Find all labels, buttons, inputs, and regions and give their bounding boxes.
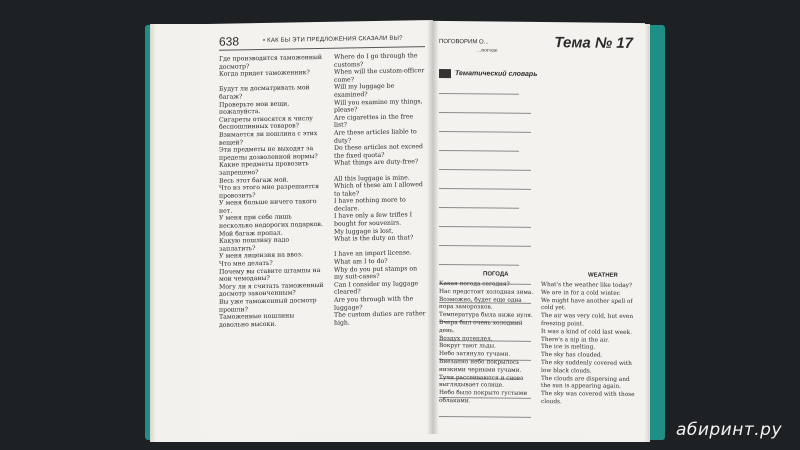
phrase-en: Are you through with the luggage? — [334, 295, 414, 312]
phrase-ru: Будут ли досматривать мой багаж? — [219, 84, 310, 101]
weather-phrase-en: The sky suddenly covered with low black clouds. — [541, 359, 632, 375]
phrase-ru: У меня лицензия на ввоз. — [219, 251, 303, 261]
weather-phrases-en — [541, 282, 641, 408]
phrase-en: The custom duties are rather high. — [334, 310, 426, 327]
book-gutter — [427, 20, 439, 434]
phrase-ru: Сигареты относятся к числу беспошлинных товаров? — [219, 114, 313, 132]
topic-title: Тема № 17 — [554, 34, 633, 52]
phrase-en: Are these articles liable to duty? — [334, 128, 417, 145]
phrase-ru: Могу ли я считать таможенный досмотр законченным? — [219, 281, 324, 299]
vocab-entry-line — [439, 112, 531, 114]
phrase-en: Which of these am I allowed to take? — [334, 181, 423, 198]
vocab-entry-line — [439, 131, 531, 133]
topic-subtitle: ...погоде — [477, 48, 498, 54]
weather-phrases-ru — [439, 281, 537, 407]
phrase-ru: У меня при себе лишь несколько недорогих подарков. — [219, 213, 323, 230]
phrase-en: Are cigarettes in the free list? — [334, 113, 414, 130]
phrase-ru: Таможенные пошлины довольно высоки. — [219, 312, 295, 329]
vocab-entry-line — [439, 416, 531, 418]
weather-phrase-ru: Небо затянуло тучами. — [439, 351, 511, 358]
right-page — [433, 21, 645, 433]
phrase-en: Where do I go through the customs? — [334, 52, 418, 69]
watermark-logo: абиринт.ру — [675, 420, 782, 440]
vocab-entry-line — [439, 169, 531, 171]
phrase-ru: Когда придет таможенник? — [219, 69, 310, 78]
phrase-en: When will the custom-officer come? — [334, 67, 425, 84]
weather-phrase-ru: Какая погода сегодня? — [439, 280, 510, 288]
phrase-ru: Какую пошлину надо заплатить? — [219, 236, 290, 253]
vocab-entry-line — [439, 264, 519, 266]
vocab-entry-line — [439, 93, 519, 95]
phrase-list — [219, 52, 427, 329]
phrase-en: Why do you put stamps on my suit-cases? — [334, 264, 418, 281]
left-page-header — [219, 32, 425, 51]
weather-phrase-ru: Небо было покрыто густыми облаками. — [439, 390, 528, 405]
phrase-en: All this luggage is mine. — [334, 173, 410, 183]
phrase-en: My luggage is lost. — [334, 227, 394, 236]
phrase-ru: Что мне делать? — [219, 259, 273, 268]
phrase-ru: Почему вы ставите штампы на мои чемоданы? — [219, 266, 321, 283]
vocab-entry-line — [439, 245, 531, 247]
vocab-heading — [439, 69, 537, 79]
running-head: • КАК БЫ ЭТИ ПРЕДЛОЖЕНИЯ СКАЗАЛИ ВЫ? — [263, 35, 403, 44]
weather-phrase-en: There's a nip in the air. — [541, 336, 610, 344]
weather-heading-ru: ПОГОДА — [483, 271, 509, 278]
weather-phrase-ru: Вчера был очень холодный день. — [439, 319, 523, 334]
left-page — [207, 20, 433, 434]
phrase-en: Can I consider my luggage cleared? — [334, 280, 419, 297]
weather-phrase-ru: Нас предстоит холодная зима. — [439, 288, 534, 296]
weather-phrase-ru: Тучи рассеиваются и снова выглядывает солнце. — [439, 374, 524, 389]
page-number: 638 — [219, 34, 240, 49]
book-icon — [439, 69, 451, 78]
phrase-en: I have nothing more to declare. — [334, 196, 406, 213]
phrase-ru: Проверьте мои вещи, пожалуйста. — [219, 100, 290, 116]
phrase-en: What things are duty-free? — [334, 158, 419, 168]
phrase-en: What is the duty on that? — [334, 234, 414, 244]
vocab-entry-line — [439, 188, 531, 190]
phrase-ru: Мой багаж пропал. — [219, 229, 283, 238]
vocab-entry-line — [439, 207, 519, 209]
vocab-entry-line — [439, 226, 531, 228]
weather-phrase-en: What's the weather like today? — [541, 282, 633, 289]
phrase-ru: Что из этого мне разрешается провозить? — [219, 183, 320, 200]
phrase-ru: Эти предметы не выходят за пределы дозволенной нормы? — [219, 145, 318, 162]
phrase-ru: Вы уже таможенный досмотр прошли? — [219, 297, 317, 314]
phrase-ru: Взимается ли пошлина с этих вещей? — [219, 129, 318, 147]
weather-phrase-en: It was a kind of cold last week. — [541, 328, 632, 336]
weather-phrase-ru: Вокруг тают льды. — [439, 343, 496, 350]
phrase-ru: Где производится таможенный досмотр? — [219, 53, 323, 71]
phrase-ru: У меня больше ничего такого нет. — [219, 198, 317, 215]
weather-heading-en: WEATHER — [588, 272, 618, 279]
phrase-en: I have only a few trifles I bought for souvenirs. — [334, 211, 413, 228]
right-page-header — [437, 31, 639, 67]
weather-phrase-en: The sky was covered with those clouds. — [541, 391, 635, 406]
phrase-row — [219, 310, 427, 329]
phrase-en: Do these articles not exceed the fixed quota? — [334, 143, 424, 160]
weather-phrase-en: We are in for a cold winter. — [541, 289, 621, 297]
phrase-ru: Какие предметы провозить запрещено? — [219, 160, 309, 177]
phrase-en: Will you examine my things, please? — [334, 97, 423, 114]
weather-phrase-en: The sky has clouded. — [541, 352, 603, 359]
weather-phrase-en: We might have another spell of cold yet. — [541, 297, 633, 312]
weather-phrase-en: The clouds are dispersing and the sun is appearing again. — [541, 375, 630, 391]
weather-phrase-ru: Внезапно небо покрылось низкими черными тучами. — [439, 358, 522, 374]
vocab-entry-line — [439, 150, 519, 152]
weather-phrase-ru: Воздух потеплел. — [439, 335, 493, 343]
weather-phrase-ru: Температура была ниже нуля. — [439, 312, 533, 320]
phrase-en: Will my luggage be examined? — [334, 83, 395, 99]
section-label: ПОГОВОРИМ О... — [439, 38, 489, 46]
phrase-ru: Весь этот багаж мой. — [219, 176, 289, 185]
phrase-en: I have an import license. — [334, 249, 412, 259]
weather-phrase-en: The air was very cold, but even freezing point. — [541, 313, 634, 328]
phrase-en: What am I to do? — [334, 257, 388, 266]
weather-phrase-ru: Возможно, будет еще одна пора заморозков. — [439, 296, 522, 311]
weather-phrase-en: The ice is melting. — [541, 344, 596, 351]
vocab-title: Тематический словарь — [455, 70, 538, 78]
